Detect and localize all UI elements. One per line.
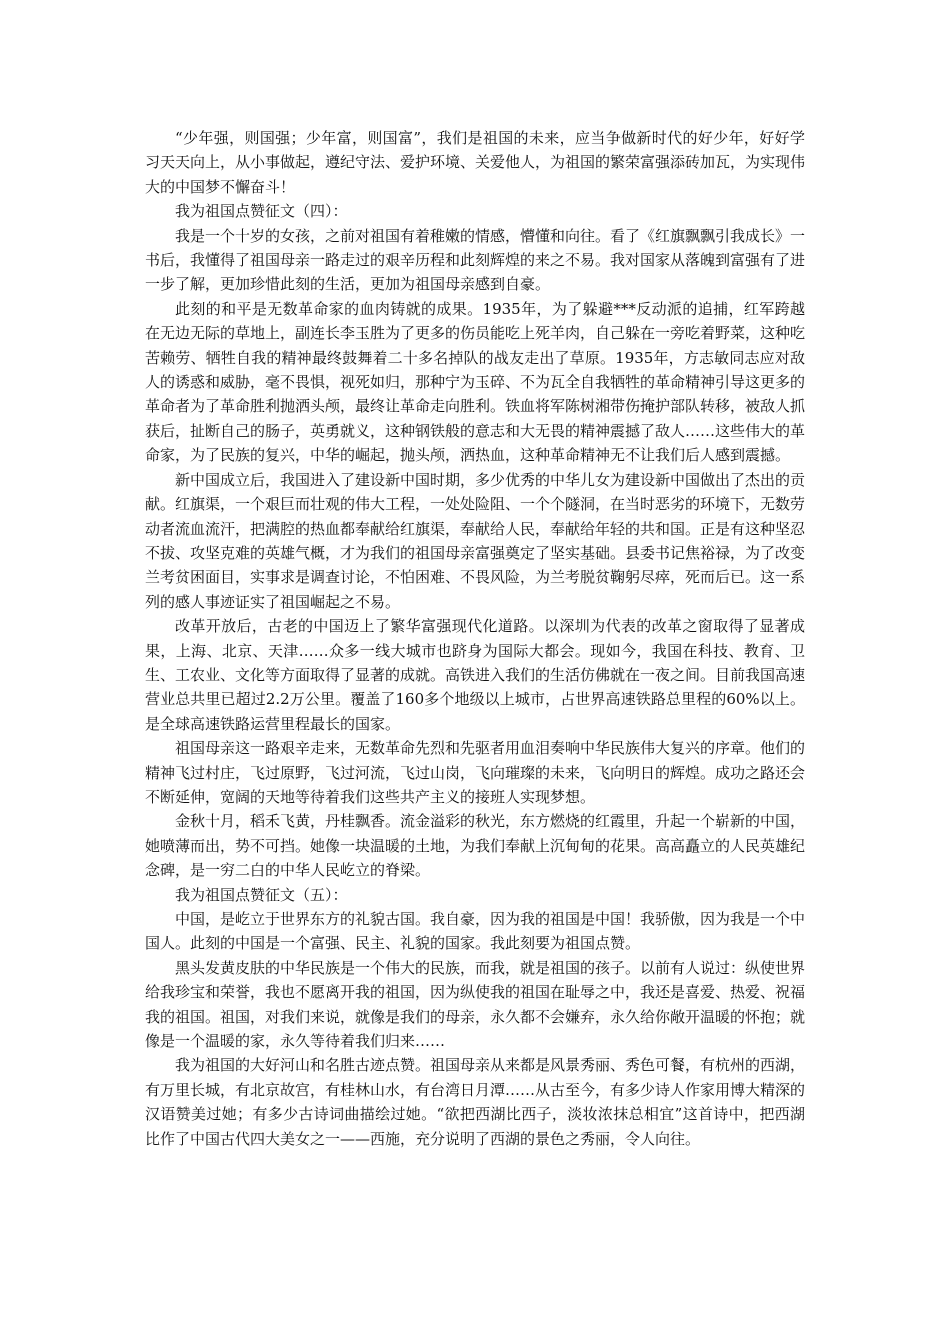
section-heading: 我为祖国点赞征文（五）：	[175, 885, 348, 904]
paragraph: 此刻的和平是无数革命家的血肉铸就的成果。1935年，为了躲避***反动派的追捕，红军跨越在无边无际的草地上，副连长李玉胜为了更多的伤员能吃上死羊肉，自己躲在一旁吃着野菜，这种吃苦赖劳、牺牲自我的精神最终鼓舞着二十多名掉队的战友走出了草原。1935年，方志敏同志应对敌人的诱惑和威胁，毫不畏惧，视死如归，那种宁为玉碎、不为瓦全自我牺牲的革命精神引导这更多的革命者为了革命胜利抛洒头颅，最终让革命走向胜利。铁血将军陈树湘带伤掩护部队转移，被敌人抓获后，扯断自己的肠子，英勇就义，这种钢铁般的意志和大无畏的精神震撼了敌人……这些伟大的革命家，为了民族的复兴，中华的崛起，抛头颅，洒热血，这种革命精神无不让我们后人感到震撼。	[145, 299, 806, 465]
document-body	[145, 126, 805, 1151]
paragraph: 我是一个十岁的女孩，之前对祖国有着稚嫩的情感，懵懂和向往。看了《红旗飘飘引我成长》一书后，我懂得了祖国母亲一路走过的艰辛历程和此刻辉煌的来之不易。我对国家从落魄到富强有了进一步了解，更加珍惜此刻的生活，更加为祖国母亲感到自豪。	[145, 226, 806, 294]
section-heading: 我为祖国点赞征文（四）：	[175, 202, 348, 221]
paragraph: 黑头发黄皮肤的中华民族是一个伟大的民族，而我，就是祖国的孩子。以前有人说过：纵使世界给我珍宝和荣誉，我也不愿离开我的祖国，因为纵使我的祖国在耻辱之中，我还是喜爱、热爱、祝福我的祖国。祖国，对我们来说，就像是我们的母亲，永久都不会嫌弃，永久给你敞开温暖的怀抱；就像是一个温暖的家，永久等待着我们归来……	[145, 958, 806, 1051]
paragraph: 新中国成立后，我国进入了建设新中国时期，多少优秀的中华儿女为建设新中国做出了杰出的贡献。红旗渠，一个艰巨而壮观的伟大工程，一处处险阻、一个个隧洞，在当时恶劣的环境下，无数劳动者流血流汗，把满腔的热血都奉献给红旗渠，奉献给人民，奉献给年轻的共和国。正是有这种坚忍不拔、攻坚克难的英雄气概，才为我们的祖国母亲富强奠定了坚实基础。县委书记焦裕禄，为了改变兰考贫困面目，实事求是调查讨论，不怕困难、不畏风险，为兰考脱贫鞠躬尽瘁，死而后已。这一系列的感人事迹证实了祖国崛起之不易。	[145, 470, 806, 611]
paragraph: 改革开放后，古老的中国迈上了繁华富强现代化道路。以深圳为代表的改革之窗取得了显著成果，上海、北京、天津……众多一线大城市也跻身为国际大都会。现如今，我国在科技、教育、卫生、工农业、文化等方面取得了显著的成就。高铁进入我们的生活仿佛就在一夜之间。目前我国高速营业总共里已超过2.2万公里。覆盖了160多个地级以上城市，占世界高速铁路总里程的60%以上。是全球高速铁路运营里程最长的国家。	[145, 617, 806, 733]
paragraph: 中国，是屹立于世界东方的礼貌古国。我自豪，因为我的祖国是中国！我骄傲，因为我是一个中国人。此刻的中国是一个富强、民主、礼貌的国家。我此刻要为祖国点赞。	[145, 910, 806, 953]
paragraph: “少年强，则国强；少年富，则国富”，我们是祖国的未来，应当争做新时代的好少年，好好学习天天向上，从小事做起，遵纪守法、爱护环境、关爱他人，为祖国的繁荣富强添砖加瓦，为实现伟大的中国梦不懈奋斗！	[145, 129, 806, 196]
paragraph: 金秋十月，稻禾飞黄，丹桂飘香。流金溢彩的秋光，东方燃烧的红霞里，升起一个崭新的中国，她喷薄而出，势不可挡。她像一块温暖的土地，为我们奉献上沉甸甸的花果。高高矗立的人民英雄纪念碑，是一穷二白的中华人民屹立的脊梁。	[145, 812, 806, 880]
paragraph: 我为祖国的大好河山和名胜古迹点赞。祖国母亲从来都是风景秀丽、秀色可餐，有杭州的西湖，有万里长城，有北京故宫，有桂林山水，有台湾日月潭……从古至今，有多少诗人作家用博大精深的汉语赞美过她；有多少古诗词曲描绘过她。“欲把西湖比西子，淡妆浓抹总相宜”这首诗中，把西湖比作了中国古代四大美女之一——西施，充分说明了西湖的景色之秀丽，令人向往。	[145, 1056, 806, 1148]
paragraph: 祖国母亲这一路艰辛走来，无数革命先烈和先驱者用血泪奏响中华民族伟大复兴的序章。他们的精神飞过村庄，飞过原野，飞过河流，飞过山岗，飞向璀璨的未来，飞向明日的辉煌。成功之路还会不断延伸，宽阔的天地等待着我们这些共产主义的接班人实现梦想。	[145, 739, 806, 806]
